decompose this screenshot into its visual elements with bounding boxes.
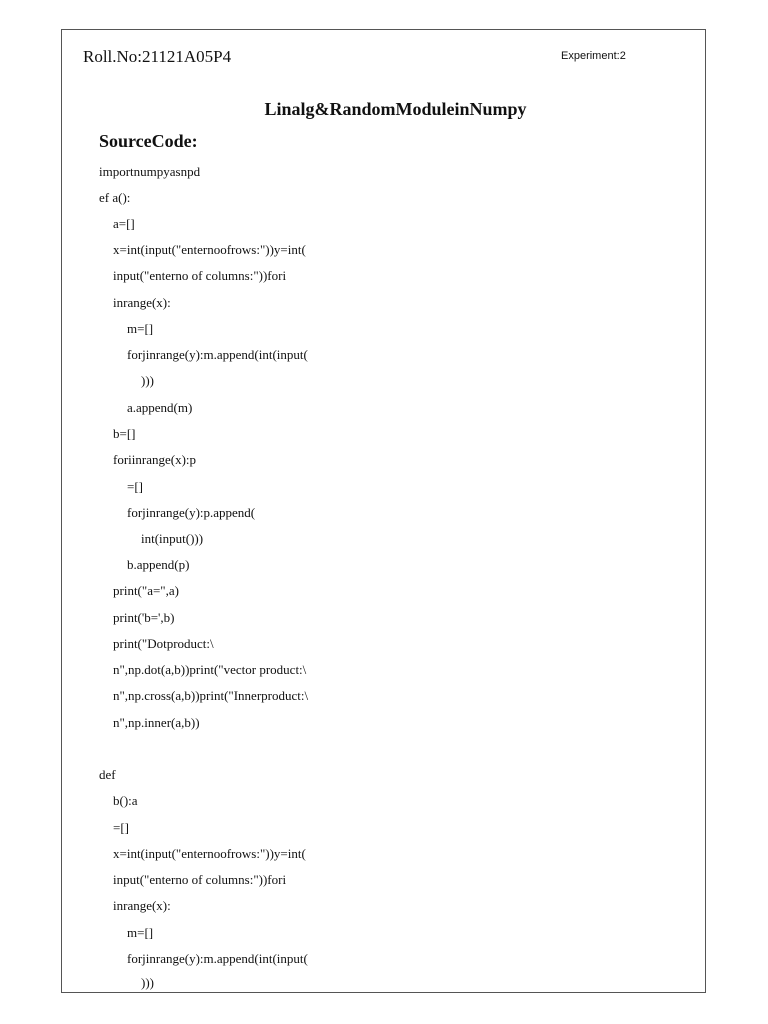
code-line: n",np.inner(a,b)) <box>113 715 200 730</box>
section-heading: SourceCode: <box>99 131 198 151</box>
code-line: m=[] <box>127 321 154 336</box>
experiment-label: Experiment:2 <box>561 50 626 62</box>
code-line: print('b=',b) <box>113 610 175 625</box>
code-line: forjinrange(y):p.append( <box>127 505 256 520</box>
document-title: Linalg&RandomModuleinNumpy <box>264 99 527 119</box>
code-line: n",np.dot(a,b))print("vector product:\ <box>113 662 307 677</box>
code-line: a=[] <box>113 216 135 231</box>
code-line: b():a <box>113 793 138 808</box>
code-line: a.append(m) <box>127 400 193 415</box>
code-line: int(input())) <box>141 531 204 546</box>
code-line: =[] <box>113 820 129 835</box>
code-line: input("enterno of columns:"))fori <box>113 268 287 283</box>
roll-number: Roll.No:21121A05P4 <box>83 47 232 66</box>
code-line: ef a(): <box>99 190 131 205</box>
code-line: x=int(input("enternoofrows:"))y=int( <box>113 242 306 257</box>
code-line: b.append(p) <box>127 557 190 572</box>
code-line: foriinrange(x):p <box>113 452 197 467</box>
code-line: m=[] <box>127 925 154 940</box>
code-line: inrange(x): <box>113 898 171 913</box>
code-line: x=int(input("enternoofrows:"))y=int( <box>113 846 306 861</box>
code-line: =[] <box>127 479 143 494</box>
code-line: forjinrange(y):m.append(int(input( <box>127 951 308 966</box>
code-line: print("a=",a) <box>113 583 179 598</box>
code-line: ))) <box>141 975 154 990</box>
code-line: ))) <box>141 373 154 388</box>
code-line: n",np.cross(a,b))print("Innerproduct:\ <box>113 688 309 703</box>
code-line: forjinrange(y):m.append(int(input( <box>127 347 308 362</box>
code-line: def <box>99 767 116 782</box>
code-line: print("Dotproduct:\ <box>113 636 214 651</box>
code-line: importnumpyasnpd <box>99 164 201 179</box>
code-line: inrange(x): <box>113 295 171 310</box>
code-line: b=[] <box>113 426 136 441</box>
code-line: input("enterno of columns:"))fori <box>113 872 287 887</box>
